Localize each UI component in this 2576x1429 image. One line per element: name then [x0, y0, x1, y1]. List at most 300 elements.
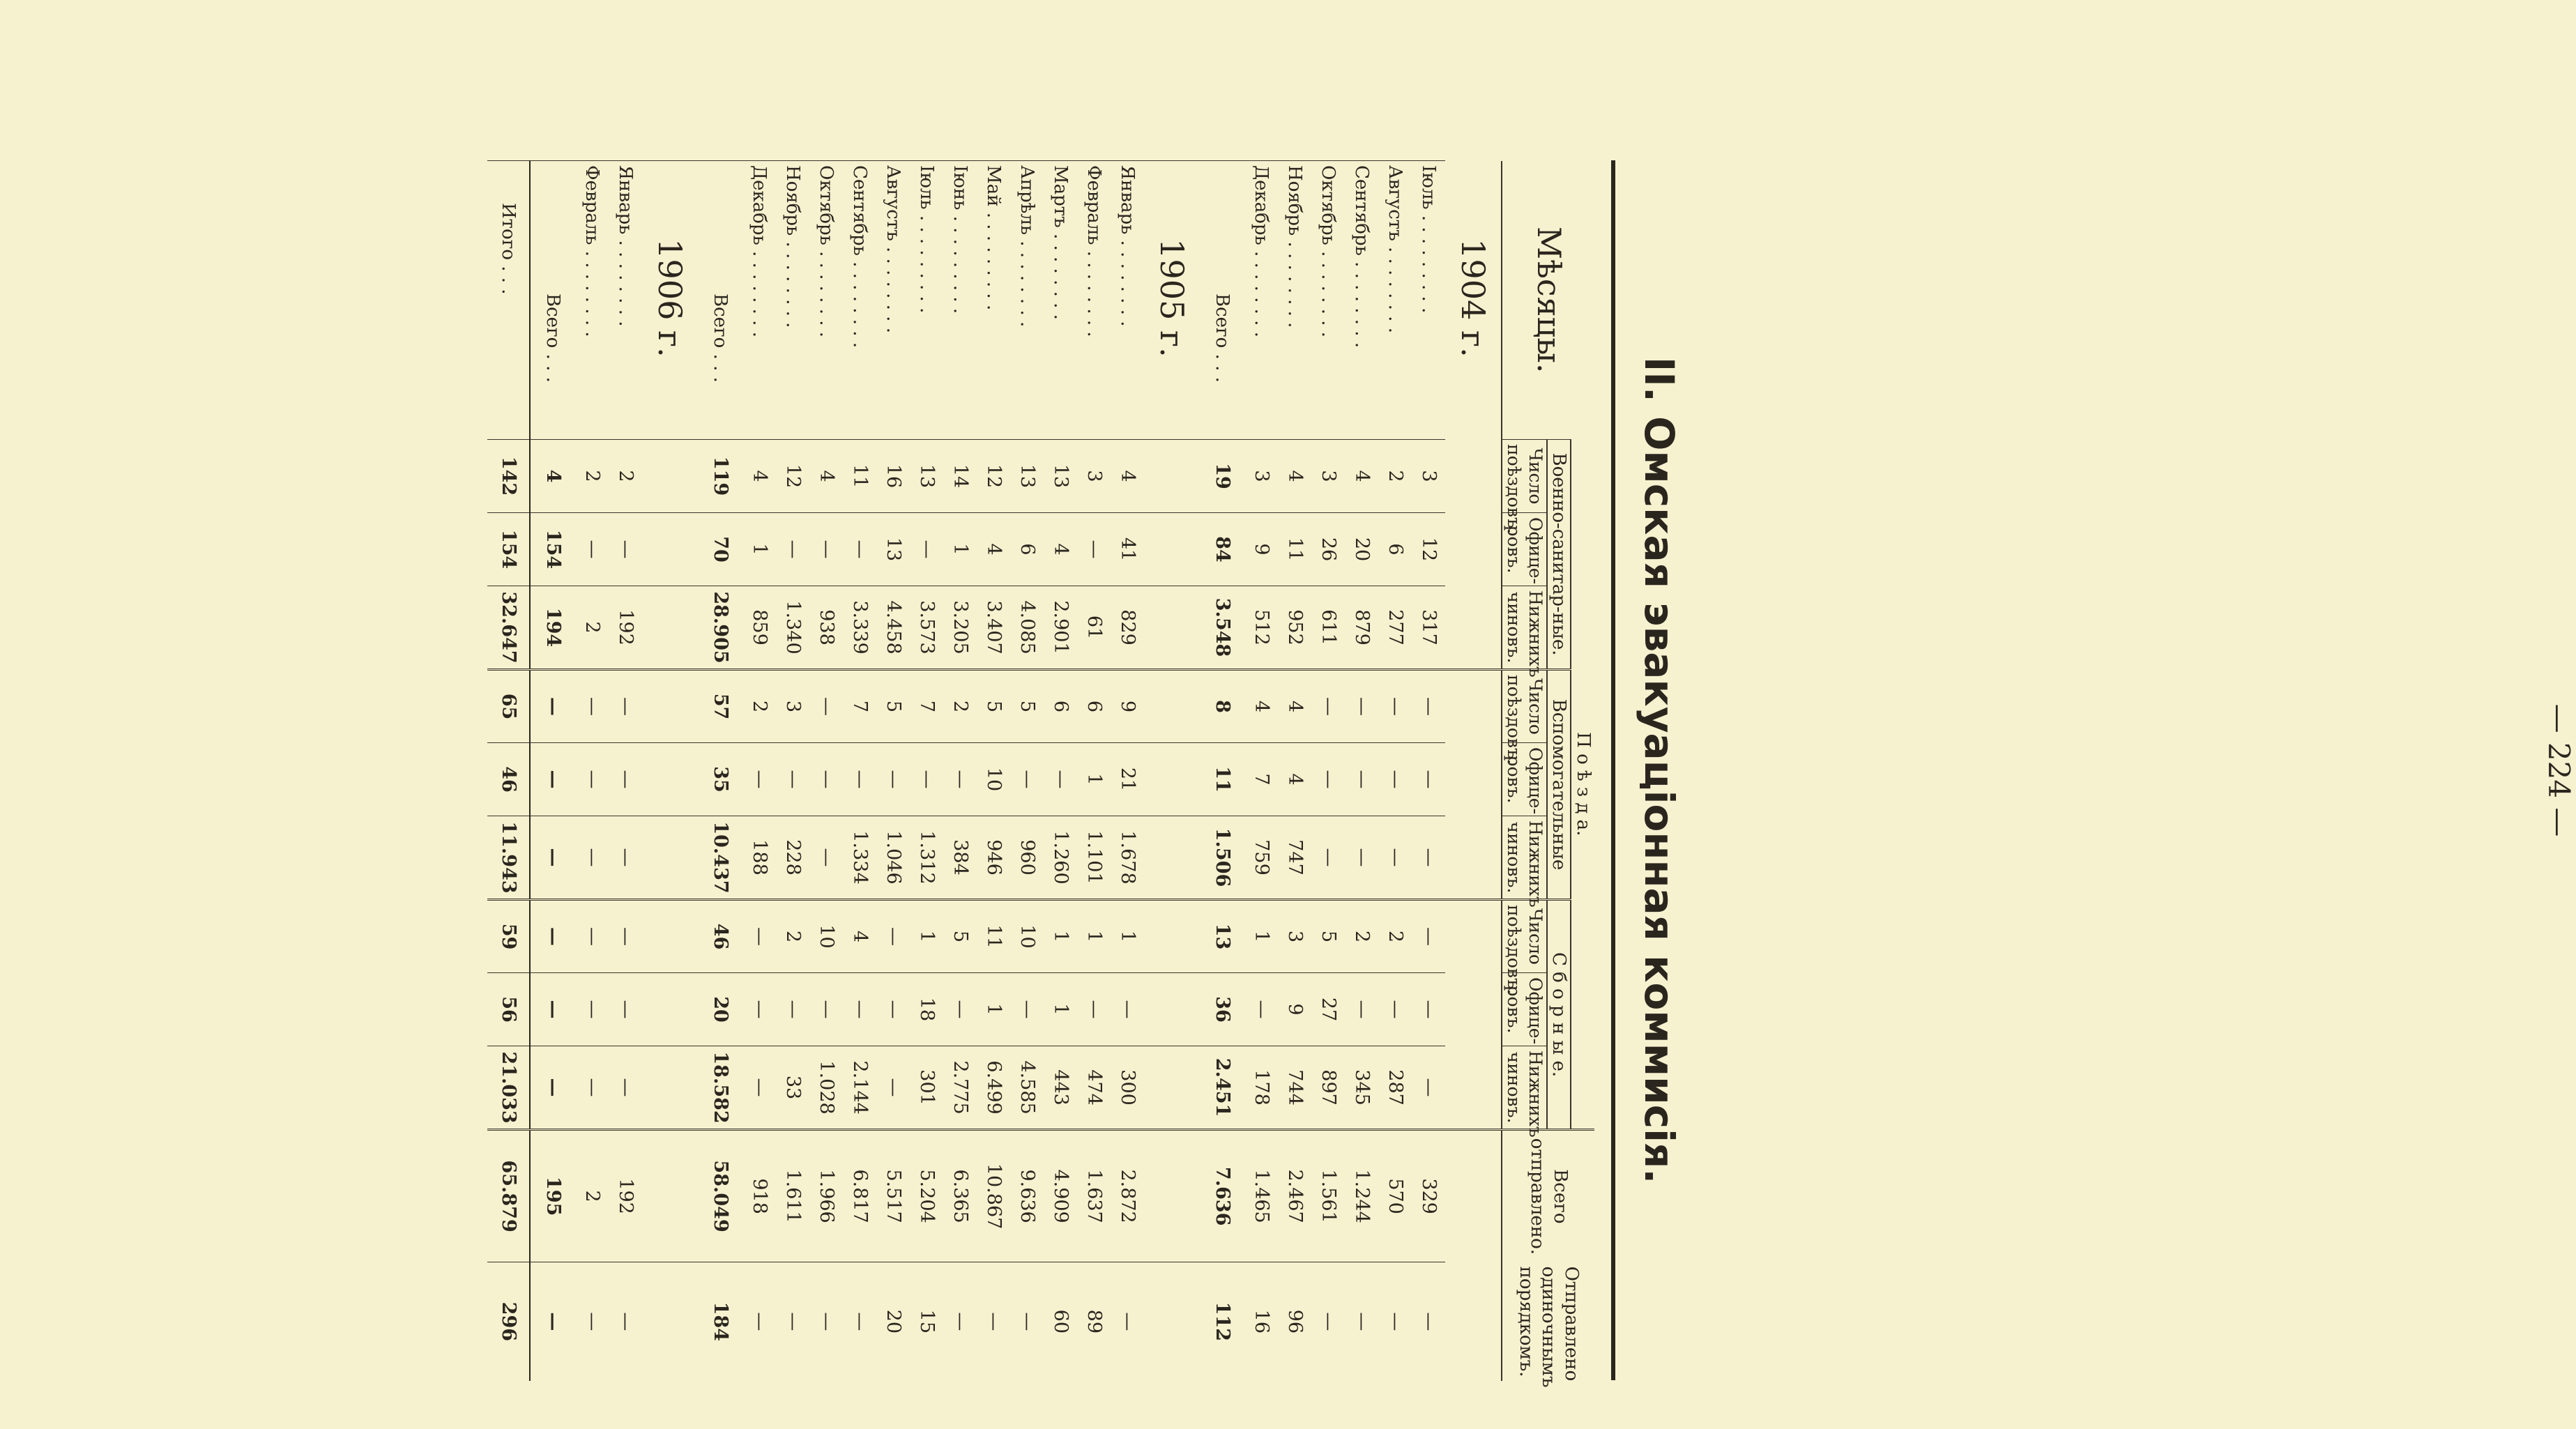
rotated-page — [0, 160, 2576, 1388]
table-cell: 443 — [1044, 1046, 1078, 1130]
table-cell: 1 — [1245, 900, 1279, 973]
table-cell: 2 — [609, 440, 643, 513]
table-cell: 301 — [910, 1046, 944, 1130]
table-body — [488, 161, 1502, 1381]
empty-cell — [643, 513, 699, 586]
empty-cell — [1145, 513, 1201, 586]
table-cell: 228 — [777, 816, 810, 900]
table-cell: 195 — [531, 1130, 576, 1262]
table-cell: — — [1078, 973, 1111, 1046]
table-cell: 1 — [1078, 743, 1111, 816]
table-cell: 4 — [1111, 440, 1145, 513]
table-cell: — — [1346, 670, 1379, 743]
table-cell: 9 — [1279, 973, 1312, 1046]
page-number: — 224 — — [2542, 703, 2576, 837]
table-cell: 89 — [1078, 1262, 1111, 1381]
table-cell: 21.033 — [488, 1046, 531, 1130]
table-cell: — — [531, 743, 576, 816]
table-cell: 194 — [531, 586, 576, 670]
table-cell: — — [1312, 1262, 1346, 1381]
table-cell: 2 — [1346, 900, 1379, 973]
total-row — [699, 161, 743, 1381]
empty-cell — [643, 900, 699, 973]
total-sent-header: Всего отправлено. — [1502, 1130, 1595, 1262]
table-cell: — — [810, 973, 844, 1046]
month-label: Февраль . . . . . . . . — [1078, 161, 1111, 440]
table-cell: 3.573 — [910, 586, 944, 670]
table-cell: 1.561 — [1312, 1130, 1346, 1262]
table-cell: 96 — [1279, 1262, 1312, 1381]
table-cell: — — [1379, 670, 1412, 743]
month-label: Всего . . . — [1201, 161, 1245, 440]
table-cell: 1.678 — [1111, 816, 1145, 900]
table-cell: 6 — [1379, 513, 1412, 586]
table-cell: 1.334 — [844, 816, 877, 900]
table-cell: — — [810, 513, 844, 586]
table-cell: 4 — [1279, 670, 1312, 743]
table-cell: — — [1379, 973, 1412, 1046]
month-label: Октябрь . . . . . . . . — [1312, 161, 1346, 440]
table-cell: 2 — [944, 670, 977, 743]
table-cell: 3 — [1245, 440, 1279, 513]
table-cell: — — [1346, 1262, 1379, 1381]
table-cell: — — [531, 670, 576, 743]
table-cell: — — [576, 816, 609, 900]
table-cell: — — [877, 743, 910, 816]
table-row — [977, 161, 1011, 1381]
table-cell: 4 — [844, 900, 877, 973]
empty-cell — [643, 973, 699, 1046]
year-row — [643, 161, 699, 1381]
table-cell: 2.467 — [1279, 1130, 1312, 1262]
table-cell: 178 — [1245, 1046, 1279, 1130]
empty-cell — [1145, 1130, 1201, 1262]
table-cell: 61 — [1078, 586, 1111, 670]
table-cell: — — [576, 1262, 609, 1381]
grand-total-row — [488, 161, 531, 1381]
year-row — [1145, 161, 1201, 1381]
empty-cell — [1446, 743, 1502, 816]
table-cell: 3.548 — [1201, 586, 1245, 670]
table-cell: 2.872 — [1111, 1130, 1145, 1262]
table-cell: — — [1312, 743, 1346, 816]
table-row — [609, 161, 643, 1381]
table-cell: — — [743, 1262, 777, 1381]
table-cell: 5 — [977, 670, 1011, 743]
table-cell: — — [609, 816, 643, 900]
table-cell: 188 — [743, 816, 777, 900]
table-cell: 84 — [1201, 513, 1245, 586]
table-cell: — — [1412, 670, 1446, 743]
table-cell: — — [1379, 743, 1412, 816]
table-row — [743, 161, 777, 1381]
table-cell: 1 — [743, 513, 777, 586]
table-cell: — — [743, 900, 777, 973]
table-row — [844, 161, 877, 1381]
table-cell: — — [576, 973, 609, 1046]
table-cell: — — [1412, 743, 1446, 816]
table-cell: 1.312 — [910, 816, 944, 900]
table-row — [1245, 161, 1279, 1381]
table-cell: 13 — [1044, 440, 1078, 513]
table-cell: 60 — [1044, 1262, 1078, 1381]
table-cell: — — [944, 973, 977, 1046]
table-cell: 13 — [877, 513, 910, 586]
table-cell: 26 — [1312, 513, 1346, 586]
table-row — [1312, 161, 1346, 1381]
table-cell: — — [944, 743, 977, 816]
table-cell: 154 — [531, 513, 576, 586]
table-cell: 112 — [1201, 1262, 1245, 1381]
table-row — [1011, 161, 1044, 1381]
table-cell: 1.244 — [1346, 1130, 1379, 1262]
total-row — [531, 161, 576, 1381]
table-cell: 329 — [1412, 1130, 1446, 1262]
table-row — [576, 161, 609, 1381]
table-cell: 2 — [777, 900, 810, 973]
table-cell: 20 — [877, 1262, 910, 1381]
table-cell: 192 — [609, 1130, 643, 1262]
table-cell: 345 — [1346, 1046, 1379, 1130]
table-cell: 2.144 — [844, 1046, 877, 1130]
table-cell: — — [1111, 1262, 1145, 1381]
table-cell: 13 — [1201, 900, 1245, 973]
table-cell: 474 — [1078, 1046, 1111, 1130]
month-label: Августъ . . . . . . . . — [1379, 161, 1412, 440]
table-cell: 946 — [977, 816, 1011, 900]
table-cell: — — [609, 1046, 643, 1130]
table-cell: 13 — [1011, 440, 1044, 513]
empty-cell — [1145, 1262, 1201, 1381]
table-cell: 952 — [1279, 586, 1312, 670]
group-header-auxiliary: Вспомогательные — [1547, 670, 1571, 900]
table-cell: 192 — [609, 586, 643, 670]
table-cell: 1 — [1044, 973, 1078, 1046]
table-row — [944, 161, 977, 1381]
table-cell: 7 — [1245, 743, 1279, 816]
empty-cell — [643, 440, 699, 513]
table-cell: — — [1346, 743, 1379, 816]
table-cell: 10 — [977, 743, 1011, 816]
table-cell: — — [844, 743, 877, 816]
single-sent-header: Отправлено одиночнымъ порядкомъ. — [1502, 1262, 1595, 1381]
table-cell: — — [1412, 973, 1446, 1046]
table-cell: — — [1346, 816, 1379, 900]
empty-cell — [1145, 743, 1201, 816]
table-cell: 2 — [1379, 900, 1412, 973]
table-cell: — — [877, 973, 910, 1046]
table-cell: 6.817 — [844, 1130, 877, 1262]
empty-cell — [1446, 1262, 1502, 1381]
table-cell: 3 — [1412, 440, 1446, 513]
month-label: Ноябрь . . . . . . . . — [1279, 161, 1312, 440]
month-label: Декабрь . . . . . . . . — [1245, 161, 1279, 440]
table-cell: 1 — [910, 900, 944, 973]
empty-cell — [1446, 670, 1502, 743]
table-cell: 918 — [743, 1130, 777, 1262]
table-cell: — — [1312, 816, 1346, 900]
table-cell: 1.101 — [1078, 816, 1111, 900]
table-cell: 184 — [699, 1262, 743, 1381]
table-cell: — — [944, 1262, 977, 1381]
table-cell: 16 — [1245, 1262, 1279, 1381]
table-cell: 12 — [1412, 513, 1446, 586]
table-cell: 2 — [576, 1130, 609, 1262]
table-cell: 6 — [1078, 670, 1111, 743]
table-cell: 11 — [844, 440, 877, 513]
table-cell: 6.365 — [944, 1130, 977, 1262]
table-cell: — — [743, 1046, 777, 1130]
sub-header-officers: Офице-ровъ. — [1502, 513, 1548, 586]
table-cell: — — [777, 513, 810, 586]
table-cell: 5 — [1312, 900, 1346, 973]
empty-cell — [1446, 1046, 1502, 1130]
table-cell: 1.465 — [1245, 1130, 1279, 1262]
table-cell: 7 — [910, 670, 944, 743]
empty-cell — [643, 586, 699, 670]
table-cell: — — [810, 743, 844, 816]
table-cell: 5 — [944, 900, 977, 973]
table-cell: 1.046 — [877, 816, 910, 900]
table-cell: 2.451 — [1201, 1046, 1245, 1130]
table-cell: — — [531, 973, 576, 1046]
table-cell: 7.636 — [1201, 1130, 1245, 1262]
table-cell: 829 — [1111, 586, 1145, 670]
table-cell: 6 — [1044, 670, 1078, 743]
table-cell: — — [743, 973, 777, 1046]
table-cell: 36 — [1201, 973, 1245, 1046]
month-label: Январь . . . . . . . . — [609, 161, 643, 440]
table-cell: 20 — [699, 973, 743, 1046]
table-cell: 4.909 — [1044, 1130, 1078, 1262]
table-cell: 4 — [743, 440, 777, 513]
year-label: 1906 г. — [643, 161, 699, 440]
table-cell: — — [576, 1046, 609, 1130]
table-cell: 1.611 — [777, 1130, 810, 1262]
table-cell: 9.636 — [1011, 1130, 1044, 1262]
table-cell: 13 — [910, 440, 944, 513]
table-cell: 4 — [1346, 440, 1379, 513]
table-row — [1111, 161, 1145, 1381]
table-cell: 897 — [1312, 1046, 1346, 1130]
table-cell: 4.585 — [1011, 1046, 1044, 1130]
table-cell: 65.879 — [488, 1130, 531, 1262]
table-cell: — — [1412, 816, 1446, 900]
empty-cell — [1145, 816, 1201, 900]
table-row — [810, 161, 844, 1381]
table-cell: 1 — [977, 973, 1011, 1046]
table-cell: 4 — [531, 440, 576, 513]
empty-cell — [643, 1046, 699, 1130]
table-cell: 384 — [944, 816, 977, 900]
table-cell: 1 — [1111, 900, 1145, 973]
table-cell: — — [844, 1262, 877, 1381]
sub-header-trains: Число поѣздовъ. — [1502, 670, 1548, 743]
table-cell: 2.901 — [1044, 586, 1078, 670]
month-label: Ноябрь . . . . . . . . — [777, 161, 810, 440]
table-cell: 142 — [488, 440, 531, 513]
table-cell: 19 — [1201, 440, 1245, 513]
table-cell: 2 — [576, 586, 609, 670]
table-cell: — — [777, 973, 810, 1046]
month-label: Апрѣль . . . . . . . . — [1011, 161, 1044, 440]
table-cell: 6 — [1011, 513, 1044, 586]
table-cell: 46 — [488, 743, 531, 816]
table-cell: 1.260 — [1044, 816, 1078, 900]
table-cell: — — [777, 1262, 810, 1381]
table-cell: 1.506 — [1201, 816, 1245, 900]
month-label: Іюль . . . . . . . . . — [910, 161, 944, 440]
empty-cell — [1446, 1130, 1502, 1262]
table-cell: — — [1044, 743, 1078, 816]
empty-cell — [1446, 816, 1502, 900]
table-cell: — — [844, 513, 877, 586]
table-cell: 56 — [488, 973, 531, 1046]
table-cell: 1.340 — [777, 586, 810, 670]
empty-cell — [1145, 586, 1201, 670]
table-cell: — — [576, 900, 609, 973]
table-cell: 1 — [944, 513, 977, 586]
table-cell: 4 — [977, 513, 1011, 586]
table-cell: 2 — [576, 440, 609, 513]
table-cell: 33 — [777, 1046, 810, 1130]
table-cell: — — [1379, 816, 1412, 900]
table-cell: — — [531, 900, 576, 973]
month-label: Августъ . . . . . . . . — [877, 161, 910, 440]
sub-header-lower-ranks: Нижнихъ чиновъ. — [1502, 816, 1548, 900]
table-cell: 10 — [810, 900, 844, 973]
table-cell: — — [609, 973, 643, 1046]
table-cell: 4 — [1044, 513, 1078, 586]
table-cell: 4 — [1279, 440, 1312, 513]
table-cell: 28.905 — [699, 586, 743, 670]
table-row — [910, 161, 944, 1381]
table-cell: 744 — [1279, 1046, 1312, 1130]
month-label: Всего . . . — [531, 161, 576, 440]
page-title: II. Омская эвакуаціонная коммисія. — [1636, 356, 1683, 1184]
empty-cell — [1145, 1046, 1201, 1130]
table-cell: 287 — [1379, 1046, 1412, 1130]
empty-cell — [1145, 900, 1201, 973]
sub-header-officers: Офице-ровъ. — [1502, 973, 1548, 1046]
table-cell: 12 — [777, 440, 810, 513]
table-cell: 5 — [1011, 670, 1044, 743]
table-cell: 300 — [1111, 1046, 1145, 1130]
month-label: Сентябрь . . . . . . . . — [844, 161, 877, 440]
evacuation-table — [488, 160, 1595, 1388]
table-cell: 512 — [1245, 586, 1279, 670]
month-label: Всего . . . — [699, 161, 743, 440]
sub-header-trains: Число поѣздовъ. — [1502, 900, 1548, 973]
table-cell: — — [1078, 513, 1111, 586]
table-row — [1078, 161, 1111, 1381]
table-cell: 296 — [488, 1262, 531, 1381]
sub-header-trains: Число поѣздовъ. — [1502, 440, 1548, 513]
table-cell: — — [1412, 1262, 1446, 1381]
empty-cell — [643, 743, 699, 816]
empty-cell — [643, 670, 699, 743]
table-cell: — — [1412, 1046, 1446, 1130]
trains-header: П о ѣ з д а. — [1571, 440, 1595, 1130]
table-cell: 2 — [1379, 440, 1412, 513]
table-cell: 3 — [1279, 900, 1312, 973]
table-cell: — — [609, 670, 643, 743]
year-label: 1905 г. — [1145, 161, 1201, 440]
table-row — [777, 161, 810, 1381]
table-cell: 14 — [944, 440, 977, 513]
table-cell: 59 — [488, 900, 531, 973]
empty-cell — [1446, 973, 1502, 1046]
table-cell: 3 — [1312, 440, 1346, 513]
month-label: Іюнь . . . . . . . . . — [944, 161, 977, 440]
table-cell: 10.867 — [977, 1130, 1011, 1262]
table-cell: 5 — [877, 670, 910, 743]
table-cell: 4 — [1279, 743, 1312, 816]
table-cell: 11 — [977, 900, 1011, 973]
table-cell: 3.407 — [977, 586, 1011, 670]
group-header-military: Военно-санитар-ные. — [1547, 440, 1571, 670]
table-row — [1379, 161, 1412, 1381]
table-cell: 27 — [1312, 973, 1346, 1046]
table-cell: — — [531, 1262, 576, 1381]
table-cell: 18.582 — [699, 1046, 743, 1130]
table-cell: 747 — [1279, 816, 1312, 900]
empty-cell — [1446, 900, 1502, 973]
sub-header-officers: Офице-ровъ. — [1502, 743, 1548, 816]
table-cell: — — [1346, 973, 1379, 1046]
table-cell: 3.339 — [844, 586, 877, 670]
group-header-combined: С б о р н ы е. — [1547, 900, 1571, 1130]
table-cell: — — [1011, 973, 1044, 1046]
table-cell: 879 — [1346, 586, 1379, 670]
table-cell: 11.943 — [488, 816, 531, 900]
table-cell: 611 — [1312, 586, 1346, 670]
table-cell: — — [1412, 900, 1446, 973]
table-cell: 9 — [1245, 513, 1279, 586]
table-cell: 119 — [699, 440, 743, 513]
month-label: Октябрь . . . . . . . . — [810, 161, 844, 440]
table-cell: — — [531, 816, 576, 900]
table-cell: 4 — [1245, 670, 1279, 743]
table-cell: — — [609, 1262, 643, 1381]
table-cell: 1 — [1044, 900, 1078, 973]
table-cell: — — [1312, 670, 1346, 743]
table-cell: — — [576, 743, 609, 816]
table-cell: — — [531, 1046, 576, 1130]
table-cell: — — [977, 1262, 1011, 1381]
table-cell: 960 — [1011, 816, 1044, 900]
table-cell: — — [1011, 1262, 1044, 1381]
empty-cell — [643, 816, 699, 900]
table-cell: 1 — [1078, 900, 1111, 973]
table-cell: 32.647 — [488, 586, 531, 670]
empty-cell — [643, 1130, 699, 1262]
table-row — [1044, 161, 1078, 1381]
table-cell: — — [1011, 743, 1044, 816]
table-cell: 11 — [1201, 743, 1245, 816]
table-cell: — — [877, 900, 910, 973]
table-cell: 46 — [699, 900, 743, 973]
table-cell: 1.028 — [810, 1046, 844, 1130]
table-cell: 65 — [488, 670, 531, 743]
table-cell: 938 — [810, 586, 844, 670]
month-label: Май . . . . . . . . . — [977, 161, 1011, 440]
table-cell: 1.966 — [810, 1130, 844, 1262]
sub-header-lower-ranks: Нижнихъ чиновъ. — [1502, 1046, 1548, 1130]
empty-cell — [1145, 440, 1201, 513]
table-cell: 58.049 — [699, 1130, 743, 1262]
table-cell: — — [910, 513, 944, 586]
